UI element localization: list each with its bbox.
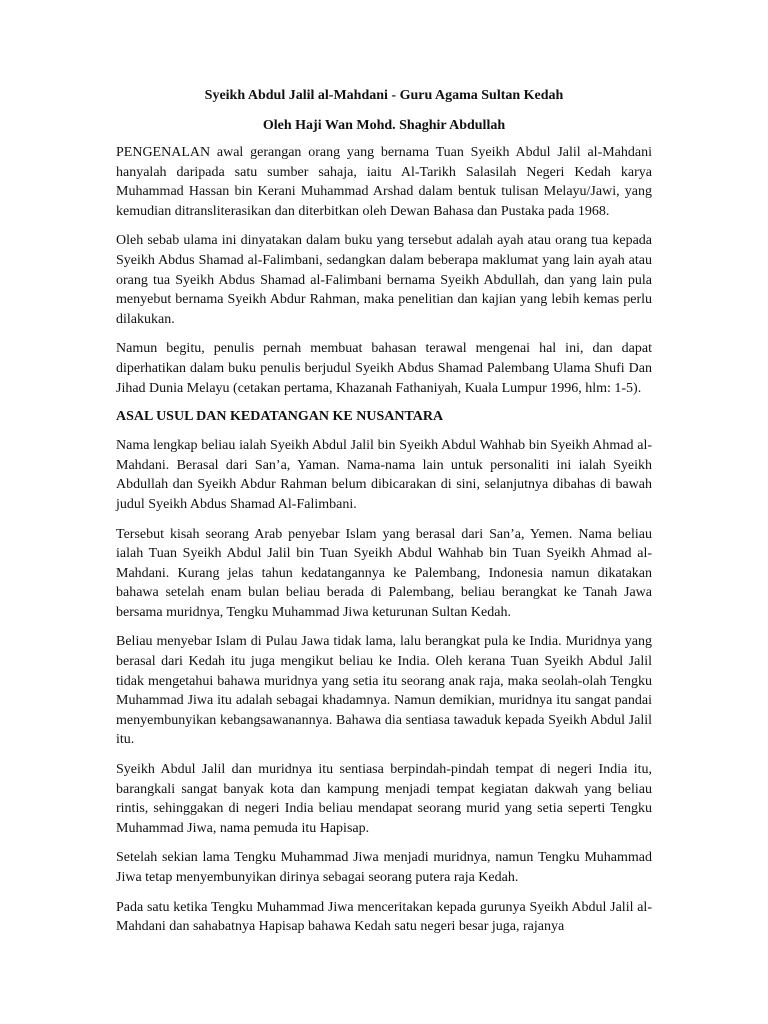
paragraph: Setelah sekian lama Tengku Muhammad Jiwa menjadi muridnya, namun Tengku Muhammad Jiwa tetap menyembunyikan dirinya sebagai seorang putera raja Kedah. [116,850,652,885]
document-title: Syeikh Abdul Jalil al-Mahdani - Guru Agama Sultan Kedah [204,88,564,103]
paragraph: Beliau menyebar Islam di Pulau Jawa tidak lama, lalu berangkat pula ke India. Muridnya yang berasal dari Kedah itu juga mengikut beliau ke India. Oleh kerana Tuan Syeikh Abdul Jalil tidak mengetahui bahawa muridnya yang setia itu seorang anak raja, maka seolah-olah Tengku Muhammad Jiwa itu adalah sebagai khadamnya. Namun demikian, muridnya itu sangat pandai menyembunyikan kebangsawanannya. Bahawa dia sentiasa tawaduk kepada Syeikh Abdul Jalil itu. [116,634,652,748]
paragraph: Nama lengkap beliau ialah Syeikh Abdul Jalil bin Syeikh Abdul Wahhab bin Syeikh Ahmad al-Mahdani. Berasal dari San’a, Yaman. Nama-nama lain untuk personaliti ini ialah Syeikh Abdullah dan Syeikh Abdur Rahman belum dibicarakan di sini, selanjutnya dibahas di bawah judul Syeikh Abdus Shamad Al-Falimbani. [116,438,652,512]
paragraph: Tersebut kisah seorang Arab penyebar Islam yang berasal dari San’a, Yemen. Nama beliau ialah Tuan Syeikh Abdul Jalil bin Tuan Syeikh Abdul Wahhab bin Tuan Syeikh Ahmad al-Mahdani. Kurang jelas tahun kedatangannya ke Palembang, Indonesia namun dikatakan bahawa setelah enam bulan beliau berada di Palembang, beliau berangkat ke Tanah Jawa bersama muridnya, Tengku Muhammad Jiwa keturunan Sultan Kedah. [116,526,652,620]
paragraph: PENGENALAN awal gerangan orang yang bernama Tuan Syeikh Abdul Jalil al-Mahdani hanyalah daripada satu sumber sahaja, iaitu Al-Tarikh Salasilah Negeri Kedah karya Muhammad Hassan bin Kerani Muhammad Arshad dalam bentuk tulisan Melayu/Jawi, yang kemudian ditransliterasikan dan diterbitkan oleh Dewan Bahasa dan Pustaka pada 1968. [116,145,652,219]
paragraph: Pada satu ketika Tengku Muhammad Jiwa menceritakan kepada gurunya Syeikh Abdul Jalil al-Mahdani dan sahabatnya Hapisap bahawa Kedah satu negeri besar juga, rajanya [116,899,652,935]
document-page [116,87,652,947]
paragraph: Oleh sebab ulama ini dinyatakan dalam buku yang tersebut adalah ayah atau orang tua kepada Syeikh Abdus Shamad al-Falimbani, sedangkan dalam beberapa maklumat yang lain ayah atau orang tua Syeikh Abdus Shamad al-Falimbani bernama Syeikh Abdullah, dan yang lain pula menyebut bernama Syeikh Abdur Rahman, maka penelitian dan kajian yang lebih kemas perlu dilakukan. [116,233,652,327]
paragraph: Namun begitu, penulis pernah membuat bahasan terawal mengenai hal ini, dan dapat diperhatikan dalam buku penulis berjudul Syeikh Abdus Shamad Palembang Ulama Shufi Dan Jihad Dunia Melayu (cetakan pertama, Khazanah Fathaniyah, Kuala Lumpur 1996, hlm: 1-5). [116,341,652,396]
document-byline: Oleh Haji Wan Mohd. Shaghir Abdullah [262,118,506,133]
section-heading: ASAL USUL DAN KEDATANGAN KE NUSANTARA [116,409,444,425]
paragraph: Syeikh Abdul Jalil dan muridnya itu sentiasa berpindah-pindah tempat di negeri India itu, barangkali sangat banyak kota dan kampung menjadi tempat kegiatan dakwah yang beliau rintis, sehinggakan di negeri India beliau mendapat seorang murid yang setia seperti Tengku Muhammad Jiwa, nama pemuda itu Hapisap. [116,762,652,836]
